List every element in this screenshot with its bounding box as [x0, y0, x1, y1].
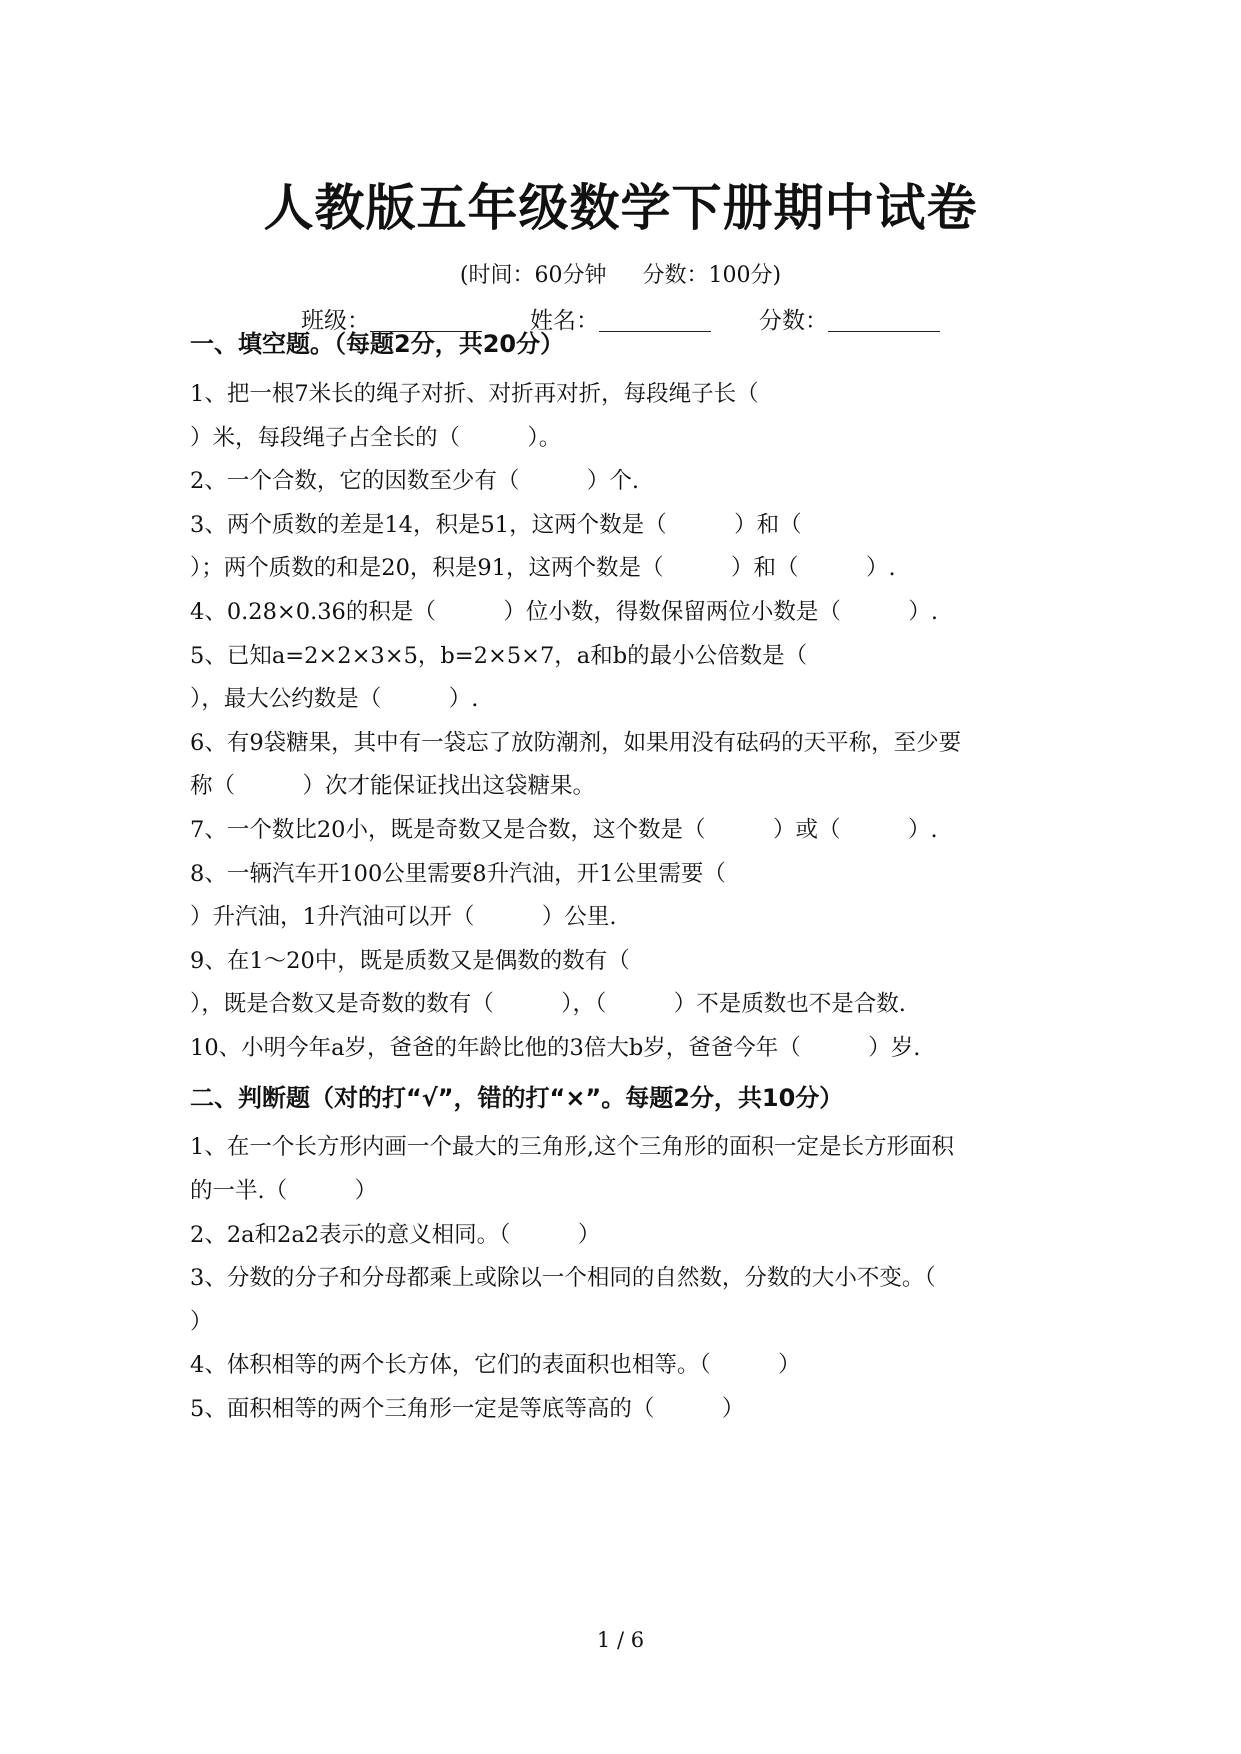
question-line: ）升汽油，1升汽油可以开（ ）公里.: [190, 904, 617, 930]
question-line: 3、两个质数的差是14，积是51，这两个数是（ ）和（: [190, 512, 802, 538]
question-line: ）；两个质数的和是20，积是91，这两个数是（ ）和（ ）.: [190, 555, 896, 581]
question-line: 3、分数的分子和分母都乘上或除以一个相同的自然数，分数的大小不变。（: [190, 1265, 936, 1291]
class-label: 班级：: [301, 308, 370, 334]
exam-meta: [0, 258, 1241, 289]
question-line: 的一半.（ ）: [190, 1178, 378, 1204]
question-line: ），最大公约数是（ ）.: [190, 686, 479, 712]
question-line: 4、体积相等的两个长方体，它们的表面积也相等。（ ）: [190, 1352, 801, 1378]
name-blank[interactable]: [599, 309, 711, 332]
question-line: 7、一个数比20小，既是奇数又是合数，这个数是（ ）或（ ）.: [190, 817, 938, 843]
question-line: 2、2a和2a2表示的意义相同。（ ）: [190, 1222, 601, 1248]
question-line: 1、把一根7米长的绳子对折、对折再对折，每段绳子长（: [190, 381, 759, 407]
question-line: 4、0.28×0.36的积是（ ）位小数，得数保留两位小数是（ ）.: [190, 599, 939, 625]
exam-total-score: 分数：100分): [642, 263, 782, 288]
page-number: 1 / 6: [596, 1628, 645, 1652]
question-line: 9、在1～20中，既是质数又是偶数的数有（: [190, 948, 630, 974]
name-label: 姓名：: [530, 308, 599, 334]
question-line: 5、已知a=2×2×3×5，b=2×5×7，a和b的最小公倍数是（: [190, 643, 808, 669]
question-line: ）: [190, 1309, 213, 1335]
question-line: ）米，每段绳子占全长的（ ）。: [190, 425, 562, 451]
question-line: 2、一个合数，它的因数至少有（ ）个.: [190, 468, 639, 494]
section-1-title: 一、填空题。（每题2分，共20分）: [190, 330, 565, 358]
section-2-title: 二、判断题（对的打“√”，错的打“×”。每题2分，共10分）: [190, 1084, 844, 1112]
question-line: ），既是合数又是奇数的数有（ ），（ ）不是质数也不是合数.: [190, 991, 906, 1017]
score-blank[interactable]: [828, 309, 940, 332]
question-line: 8、一辆汽车开100公里需要8升汽油，开1公里需要（: [190, 861, 726, 887]
score-label: 分数：: [759, 308, 828, 334]
student-info: [0, 302, 1241, 335]
question-line: 5、面积相等的两个三角形一定是等底等高的（ ）: [190, 1396, 745, 1422]
question-line: 10、小明今年a岁，爸爸的年龄比他的3倍大b岁，爸爸今年（ ）岁.: [190, 1035, 921, 1061]
page-title: 人教版五年级数学下册期中试卷: [263, 179, 978, 237]
question-line: 6、有9袋糖果，其中有一袋忘了放防潮剂，如果用没有砝码的天平称，至少要: [190, 730, 962, 756]
question-line: 称（ ）次才能保证找出这袋糖果。: [190, 773, 596, 799]
exam-time: (时间：60分钟: [459, 263, 607, 288]
question-line: 1、在一个长方形内画一个最大的三角形,这个三角形的面积一定是长方形面积: [190, 1134, 954, 1160]
